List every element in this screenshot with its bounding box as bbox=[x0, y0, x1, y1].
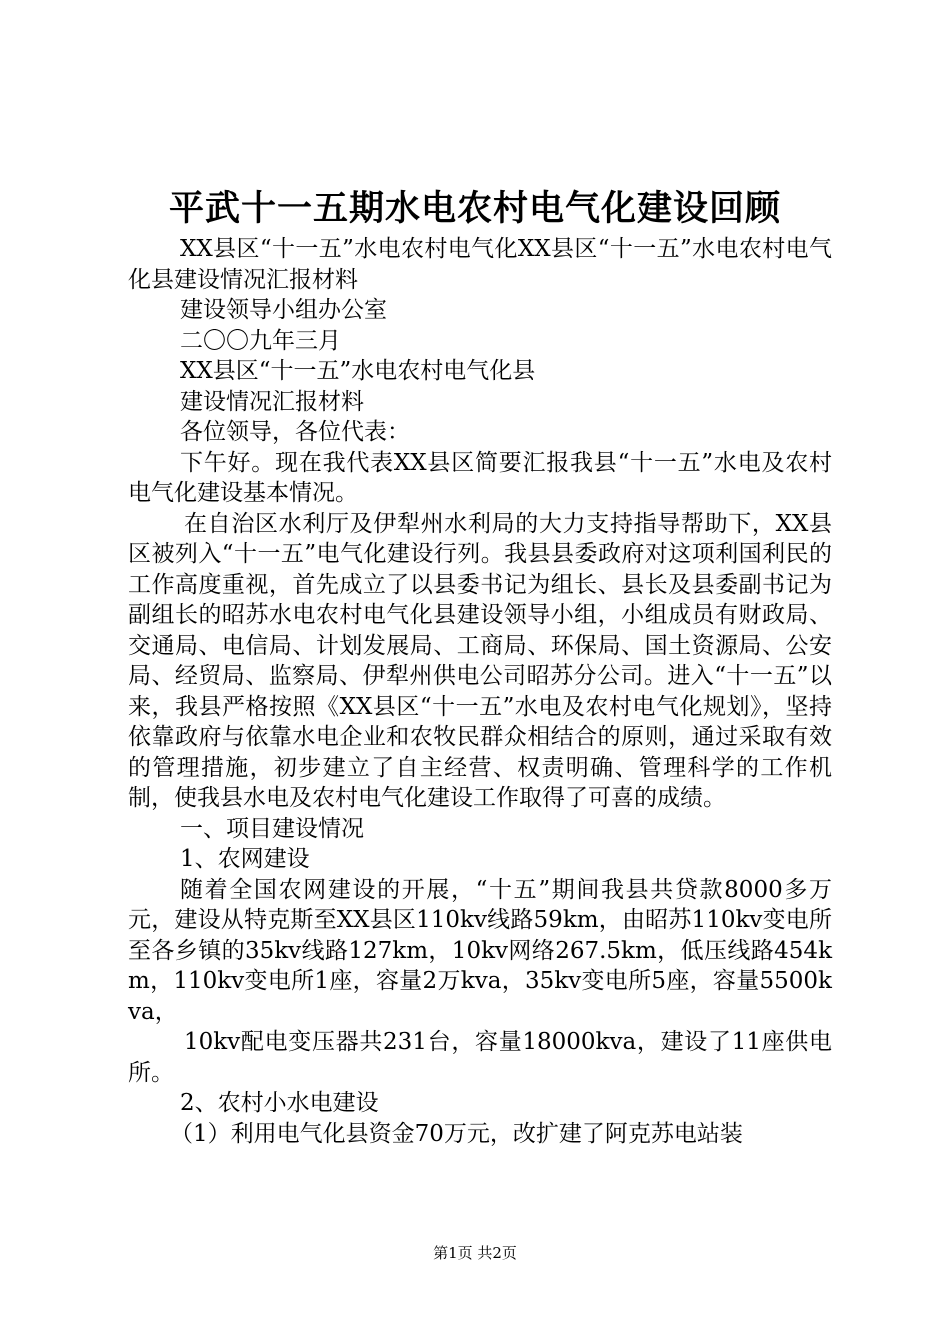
page-number: 第1页 共2页 bbox=[433, 1244, 517, 1262]
subsection-heading-hydro: 2、农村小水电建设 bbox=[180, 1090, 379, 1116]
paragraph-intro: XX县区“十一五”水电农村电气化XX县区“十一五”水电农村电气化县建设情况汇报材料 bbox=[128, 236, 832, 293]
paragraph-office: 建设领导小组办公室 bbox=[180, 297, 387, 323]
paragraph-grid: 随着全国农网建设的开展，“十五”期间我县共贷款8000多万元，建设从特克斯至XX县区110kv线路59km，由昭苏110kv变电所至各乡镇的35kv线路127km，10kv网络267.5km，低压线路454km，110kv变电所1座，容量2万kva，35kv变电所5座，容量5500kva， bbox=[128, 876, 832, 1025]
paragraph-hydro-1: （1）利用电气化县资金70万元，改扩建了阿克苏电站装 bbox=[170, 1120, 743, 1147]
document-body bbox=[128, 234, 832, 1149]
section-heading: 一、项目建设情况 bbox=[180, 815, 364, 842]
paragraph-subtitle: XX县区“十一五”水电农村电气化县 bbox=[180, 358, 536, 384]
paragraph-subtitle-2: 建设情况汇报材料 bbox=[180, 388, 364, 415]
paragraph-grid-2: 10kv配电变压器共231台，容量18000kva，建设了11座供电所。 bbox=[128, 1029, 832, 1086]
subsection-heading-grid: 1、农网建设 bbox=[180, 846, 310, 872]
document-title: 平武十一五期水电农村电气化建设回顾 bbox=[168, 188, 781, 229]
paragraph-greeting: 各位领导，各位代表： bbox=[180, 419, 410, 445]
paragraph-date: 二〇〇九年三月 bbox=[180, 327, 341, 354]
paragraph-opening: 下午好。现在我代表XX县区简要汇报我县“十一五”水电及农村电气化建设基本情况。 bbox=[128, 449, 832, 506]
paragraph-background: 在自治区水利厅及伊犁州水利局的大力支持指导帮助下，XX县区被列入“十一五”电气化建设行列。我县县委政府对这项利国利民的工作高度重视，首先成立了以县委书记为组长、县长及县委副书记为副组长的昭苏水电农村电气化县建设领导小组，小组成员有财政局、交通局、电信局、计划发展局、工商局、环保局、国土资源局、公安局、经贸局、监察局、伊犁州供电公司昭苏分公司。进入“十一五”以来，我县严格按照《XX县区“十一五”水电及农村电气化规划》，坚持依靠政府与依靠水电企业和农牧民群众相结合的原则，通过采取有效的管理措施，初步建立了自主经营、权责明确、管理科学的工作机制，使我县水电及农村电气化建设工作取得了可喜的成绩。 bbox=[128, 510, 832, 811]
